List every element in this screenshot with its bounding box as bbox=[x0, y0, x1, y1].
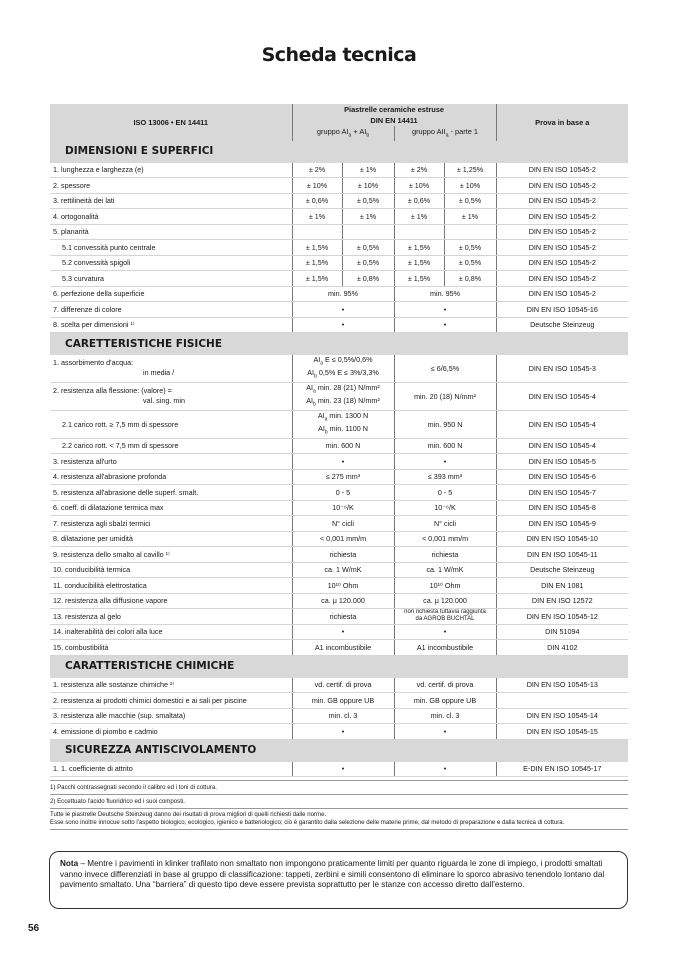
value-cell bbox=[292, 224, 342, 240]
group-b-value: • bbox=[394, 454, 496, 470]
table-row bbox=[50, 209, 628, 225]
group-b-value: min. 600 N bbox=[394, 438, 496, 454]
footnote-1: 1) Pacchi contrassegnati secondo il calibro ed i toni di cottura. bbox=[50, 780, 628, 792]
group-b-value: min. GB oppure UB bbox=[394, 693, 496, 709]
group-b-value: ≤ 6/6,5% bbox=[394, 355, 496, 382]
row-label-text: 12. resistenza alla diffusione vapore bbox=[53, 596, 168, 606]
group-a-value: 10¹⁰ Ohm bbox=[292, 578, 394, 594]
group-a-value: min. GB oppure UB bbox=[292, 693, 394, 709]
test-value: DIN EN ISO 10545-8 bbox=[496, 500, 628, 516]
table-row bbox=[50, 562, 628, 578]
group-b-value: 10¹⁰ Ohm bbox=[394, 578, 496, 594]
table-row bbox=[50, 255, 628, 271]
value-cell: ± 10% bbox=[342, 178, 394, 194]
row-label bbox=[50, 531, 292, 547]
row-label-text: 9. resistenza dello smalto al cavillo ¹⁾ bbox=[53, 549, 170, 559]
row-label bbox=[50, 593, 292, 609]
row-label bbox=[50, 678, 292, 693]
value-cell bbox=[342, 224, 394, 240]
table-row bbox=[50, 224, 628, 240]
test-value: DIN EN ISO 10545-13 bbox=[496, 678, 628, 693]
value-cell: ± 0,5% bbox=[444, 255, 496, 271]
test-value: DIN EN ISO 10545-16 bbox=[496, 302, 628, 318]
test-value: DIN EN ISO 10545-11 bbox=[496, 547, 628, 563]
group-a-value: 10⁻⁶/K bbox=[292, 500, 394, 516]
row-label-text: 2. resistenza ai prodotti chimici domestici e ai sali per piscine bbox=[53, 695, 247, 705]
value-cell: ± 1% bbox=[292, 209, 342, 225]
row-label: 2.1 carico rott. ≥ 7,5 mm di spessore bbox=[50, 410, 292, 438]
group-a-value: richiesta bbox=[292, 547, 394, 563]
row-label-text: 2.2 carico rott. < 7,5 mm di spessore bbox=[62, 441, 179, 451]
value-cell: ± 0,5% bbox=[342, 240, 394, 256]
table-row bbox=[50, 693, 628, 709]
table-row bbox=[50, 531, 628, 547]
row-label-text: 5.2 convessità spigoli bbox=[62, 258, 131, 268]
table-header-row bbox=[50, 104, 628, 115]
row-label-text: 14. inalterabilità dei colori alla luce bbox=[53, 627, 163, 637]
group-a-header: gruppo $AI_a + AI_b$ bbox=[292, 126, 394, 141]
row-label bbox=[50, 562, 292, 578]
value-cell: ± 0,6% bbox=[394, 193, 444, 209]
page-number: 56 bbox=[28, 923, 40, 934]
table-row bbox=[50, 624, 628, 640]
group-a-value: • bbox=[292, 454, 394, 470]
group-b-value: • bbox=[394, 302, 496, 318]
row-label bbox=[50, 640, 292, 656]
table-row bbox=[50, 578, 628, 594]
group-a-value: ca. μ 120.000 bbox=[292, 593, 394, 609]
table-row bbox=[50, 438, 628, 454]
row-label-text: 7. resistenza agli sbalzi termici bbox=[53, 518, 151, 528]
row-label bbox=[50, 438, 292, 454]
test-value: DIN EN ISO 10545-5 bbox=[496, 454, 628, 470]
test-value: E-DIN EN ISO 10545-17 bbox=[496, 762, 628, 777]
group-a-value: min. cl. 3 bbox=[292, 708, 394, 724]
test-value: DIN 4102 bbox=[496, 640, 628, 656]
value-cell: ± 2% bbox=[292, 163, 342, 178]
table-row bbox=[50, 286, 628, 302]
table-row bbox=[50, 593, 628, 609]
group-b-value: vd. certif. di prova bbox=[394, 678, 496, 693]
row-label bbox=[50, 224, 292, 240]
note-box: Nota – Mentre i pavimenti in klinker trafilato non smaltato non impongono praticamente limiti per quanto riguarda le zone di impiego, i prodotti smaltati vanno invece differenziati in base al gruppo di classificazione: tappeti, zerbini e simili consentono di eliminare lo sporco abrasivo tenendolo lontano dal pavimento smaltato. Una “barriera” di questo tipo deve essere prevista soprattutto per le stanze con accesso diretto dall'esterno. bbox=[49, 851, 628, 909]
group-a-value: N° cicli bbox=[292, 516, 394, 532]
product-norm-header: DIN EN 14411 bbox=[292, 115, 496, 126]
test-value: DIN EN ISO 10545-2 bbox=[496, 271, 628, 287]
table-row bbox=[50, 547, 628, 563]
group-b-value: min. 950 N bbox=[394, 410, 496, 438]
row-label bbox=[50, 724, 292, 740]
group-b-value: richiesta bbox=[394, 547, 496, 563]
table-row bbox=[50, 678, 628, 693]
test-value: DIN EN ISO 10545-15 bbox=[496, 724, 628, 740]
section-dimensions: DIMENSIONI E SUPERFICI bbox=[50, 141, 628, 163]
value-cell: ± 10% bbox=[394, 178, 444, 194]
value-cell: ± 1% bbox=[342, 209, 394, 225]
value-cell: ± 1,5% bbox=[292, 271, 342, 287]
table-row bbox=[50, 469, 628, 485]
group-a-value: $AI_a$ E ≤ 0,5%/0,6% $AI_b$ 0,5% E ≤ 3%/3,3% bbox=[292, 355, 394, 382]
table-row bbox=[50, 708, 628, 724]
group-a-value: ca. 1 W/mK bbox=[292, 562, 394, 578]
group-b-value: • bbox=[394, 724, 496, 740]
row-label bbox=[50, 500, 292, 516]
value-cell: ± 1,25% bbox=[444, 163, 496, 178]
table-row bbox=[50, 762, 628, 777]
row-label-text: 2. spessore bbox=[53, 180, 91, 190]
table-row bbox=[50, 410, 628, 438]
row-label bbox=[50, 624, 292, 640]
group-b-value: < 0,001 mm/m bbox=[394, 531, 496, 547]
group-b-value: min. 95% bbox=[394, 286, 496, 302]
table-row bbox=[50, 382, 628, 410]
table-row bbox=[50, 640, 628, 656]
section-chemical: CARATTERISTICHE CHIMICHE bbox=[50, 655, 628, 678]
row-label-text: 8. dilatazione per umidità bbox=[53, 534, 133, 544]
row-label-text: 3. rettilineità dei lati bbox=[53, 196, 115, 206]
test-value: DIN EN ISO 10545-2 bbox=[496, 163, 628, 178]
value-cell: ± 0,6% bbox=[292, 193, 342, 209]
test-value: DIN EN ISO 10545-4 bbox=[496, 410, 628, 438]
value-cell: ± 1% bbox=[394, 209, 444, 225]
group-a-value: min. 600 N bbox=[292, 438, 394, 454]
row-label bbox=[50, 240, 292, 256]
group-a-value: A1 incombustibile bbox=[292, 640, 394, 656]
row-label-text: 5.1 convessità punto centrale bbox=[62, 242, 156, 252]
group-b-value: non richiesta tuttavia raggiunta da AGROB BUCHTAL bbox=[394, 609, 496, 625]
table-row bbox=[50, 317, 628, 333]
row-label-text: 6. perfezione della superficie bbox=[53, 289, 145, 299]
page-title: Scheda tecnica bbox=[261, 44, 417, 66]
row-label bbox=[50, 317, 292, 333]
row-label bbox=[50, 255, 292, 271]
table-row bbox=[50, 454, 628, 470]
row-label-text: 1. 1. coefficiente di attrito bbox=[53, 764, 133, 774]
test-value: DIN 51094 bbox=[496, 624, 628, 640]
test-value: Deutsche Steinzeug bbox=[496, 317, 628, 333]
value-cell: ± 1,5% bbox=[292, 255, 342, 271]
group-b-value: N° cicli bbox=[394, 516, 496, 532]
row-label bbox=[50, 547, 292, 563]
row-label-text: 3. resistenza all'urto bbox=[53, 456, 117, 466]
row-label-text: 8. scelta per dimensioni ¹⁾ bbox=[53, 320, 135, 330]
group-a-value: richiesta bbox=[292, 609, 394, 625]
value-cell bbox=[444, 224, 496, 240]
test-value: DIN EN ISO 10545-4 bbox=[496, 382, 628, 410]
table-row bbox=[50, 485, 628, 501]
test-value: DIN EN ISO 10545-2 bbox=[496, 209, 628, 225]
test-value: DIN EN ISO 10545-14 bbox=[496, 708, 628, 724]
group-b-value: min. cl. 3 bbox=[394, 708, 496, 724]
test-value bbox=[496, 693, 628, 709]
norm-header: ISO 13006 • EN 14411 bbox=[50, 104, 292, 141]
test-value: DIN EN 1081 bbox=[496, 578, 628, 594]
row-label bbox=[50, 762, 292, 777]
group-a-value: 0 - 5 bbox=[292, 485, 394, 501]
group-a-value: < 0,001 mm/m bbox=[292, 531, 394, 547]
group-b-header: gruppo $AII_a$ - parte 1 bbox=[394, 126, 496, 141]
test-value: DIN EN ISO 10545-4 bbox=[496, 438, 628, 454]
row-label: 2. resistenza alla flessione: (valore) = val. sing. min bbox=[50, 382, 292, 410]
group-a-value: vd. certif. di prova bbox=[292, 678, 394, 693]
test-value: Deutsche Steinzeug bbox=[496, 562, 628, 578]
table-row bbox=[50, 240, 628, 256]
group-b-value: ca. μ 120.000 bbox=[394, 593, 496, 609]
row-label-text: 10. conducibilità termica bbox=[53, 565, 131, 575]
test-value: DIN EN ISO 10545-2 bbox=[496, 255, 628, 271]
row-label bbox=[50, 163, 292, 178]
row-label-text: 4. resistenza all'abrasione profonda bbox=[53, 472, 167, 482]
table-row bbox=[50, 193, 628, 209]
test-header: Prova in base a bbox=[496, 104, 628, 141]
test-value: DIN EN ISO 12572 bbox=[496, 593, 628, 609]
group-a-value: • bbox=[292, 724, 394, 740]
row-label-text: 1. lunghezza e larghezza (e) bbox=[53, 165, 144, 175]
value-cell: ± 0,5% bbox=[342, 193, 394, 209]
row-label bbox=[50, 516, 292, 532]
group-b-value: min. 20 (18) N/mm² bbox=[394, 382, 496, 410]
value-cell: ± 0,5% bbox=[444, 240, 496, 256]
value-cell: ± 1,5% bbox=[394, 240, 444, 256]
test-value: DIN EN ISO 10545-2 bbox=[496, 240, 628, 256]
group-b-value: 0 - 5 bbox=[394, 485, 496, 501]
value-cell: ± 0,5% bbox=[342, 255, 394, 271]
group-b-value: • bbox=[394, 762, 496, 777]
value-cell bbox=[394, 224, 444, 240]
value-cell: ± 2% bbox=[394, 163, 444, 178]
section-slip-safety: SICUREZZA ANTISCIVOLAMENTO bbox=[50, 739, 628, 762]
group-a-value: • bbox=[292, 317, 394, 333]
group-b-value: 10⁻⁶/K bbox=[394, 500, 496, 516]
test-value: DIN EN ISO 10545-10 bbox=[496, 531, 628, 547]
row-label-text: 5. planarità bbox=[53, 227, 89, 237]
row-label bbox=[50, 708, 292, 724]
test-value: DIN EN ISO 10545-12 bbox=[496, 609, 628, 625]
row-label bbox=[50, 302, 292, 318]
row-label bbox=[50, 485, 292, 501]
group-a-value: min. 95% bbox=[292, 286, 394, 302]
value-cell: ± 1% bbox=[444, 209, 496, 225]
table-row bbox=[50, 724, 628, 740]
group-a-value: • bbox=[292, 762, 394, 777]
value-cell: ± 0,8% bbox=[342, 271, 394, 287]
test-value: DIN EN ISO 10545-2 bbox=[496, 224, 628, 240]
value-cell: ± 1,5% bbox=[292, 240, 342, 256]
row-label-text: 5. resistenza all'abrasione delle superf. smalt. bbox=[53, 487, 199, 497]
test-value: DIN EN ISO 10545-2 bbox=[496, 286, 628, 302]
row-label bbox=[50, 454, 292, 470]
row-label bbox=[50, 469, 292, 485]
row-label bbox=[50, 271, 292, 287]
row-label bbox=[50, 193, 292, 209]
row-label bbox=[50, 286, 292, 302]
group-b-value: ≤ 393 mm³ bbox=[394, 469, 496, 485]
test-value: DIN EN ISO 10545-3 bbox=[496, 355, 628, 382]
test-value: DIN EN ISO 10545-2 bbox=[496, 193, 628, 209]
test-value: DIN EN ISO 10545-2 bbox=[496, 178, 628, 194]
row-label bbox=[50, 178, 292, 194]
group-a-value: • bbox=[292, 302, 394, 318]
row-label-text: 15. combustibilità bbox=[53, 642, 109, 652]
row-label-text: 11. conducibilità elettrostatica bbox=[53, 580, 147, 590]
group-a-value: ≤ 275 mm³ bbox=[292, 469, 394, 485]
group-b-value: • bbox=[394, 317, 496, 333]
row-label-text: 6. coeff. di dilatazione termica max bbox=[53, 503, 164, 513]
group-b-value: ca. 1 W/mK bbox=[394, 562, 496, 578]
table-row bbox=[50, 609, 628, 625]
table-row bbox=[50, 302, 628, 318]
table-row bbox=[50, 163, 628, 178]
table-row bbox=[50, 516, 628, 532]
group-a-value: • bbox=[292, 624, 394, 640]
test-value: DIN EN ISO 10545-6 bbox=[496, 469, 628, 485]
product-header: Piastrelle ceramiche estruse bbox=[292, 104, 496, 115]
row-label-text: 1. resistenza alle sostanze chimiche ²⁾ bbox=[53, 680, 175, 690]
value-cell: ± 1,5% bbox=[394, 271, 444, 287]
test-value: DIN EN ISO 10545-7 bbox=[496, 485, 628, 501]
test-value: DIN EN ISO 10545-9 bbox=[496, 516, 628, 532]
footnote-2: 2) Eccettuato l'acido fluoridrico ed i suoi composti. bbox=[50, 794, 628, 806]
group-b-value: A1 incombustibile bbox=[394, 640, 496, 656]
table-row bbox=[50, 500, 628, 516]
row-label-text: 4. emissione di piombo e cadmio bbox=[53, 726, 158, 736]
value-cell: ± 1% bbox=[342, 163, 394, 178]
value-cell: ± 0,8% bbox=[444, 271, 496, 287]
value-cell: ± 10% bbox=[292, 178, 342, 194]
row-label bbox=[50, 209, 292, 225]
row-label bbox=[50, 578, 292, 594]
group-a-value: $AI_a$ min. 28 (21) N/mm² $AI_b$ min. 23 (18) N/mm² bbox=[292, 382, 394, 410]
row-label: 13. resistenza al gelo bbox=[50, 609, 292, 625]
footnote-3: Tutte le piastrelle Deutsche Steinzeug danno dei risultati di prova migliori di quelli richiesti dalle norme. Esse sono inoltre innocue sotto l'aspetto biologico, ecologico, igienico e batteriologico; ciò è garantito dalla selezione delle materie prime, dal metodo di preparazione e dalla tecnica di cottura. bbox=[50, 808, 628, 830]
section-physical: CARETTERISTICHE FISICHE bbox=[50, 333, 628, 356]
row-label-text: 3. resistenza alle macchie (sup. smaltata) bbox=[53, 711, 186, 721]
row-label-text: 4. ortogonalità bbox=[53, 211, 99, 221]
row-label: 1. assorbimento d'acqua: in media / bbox=[50, 355, 292, 382]
row-label-text: 7. differenze di colore bbox=[53, 304, 122, 314]
value-cell: ± 0,5% bbox=[444, 193, 496, 209]
group-a-value: $AI_a$ min. 1300 N $AI_b$ min. 1100 N bbox=[292, 410, 394, 438]
table-row bbox=[50, 355, 628, 382]
table-row bbox=[50, 271, 628, 287]
table-row bbox=[50, 178, 628, 194]
row-label-text: 5.3 curvatura bbox=[62, 273, 104, 283]
technical-data-table bbox=[50, 104, 628, 777]
group-b-value: • bbox=[394, 624, 496, 640]
row-label bbox=[50, 693, 292, 709]
value-cell: ± 1,5% bbox=[394, 255, 444, 271]
value-cell: ± 10% bbox=[444, 178, 496, 194]
